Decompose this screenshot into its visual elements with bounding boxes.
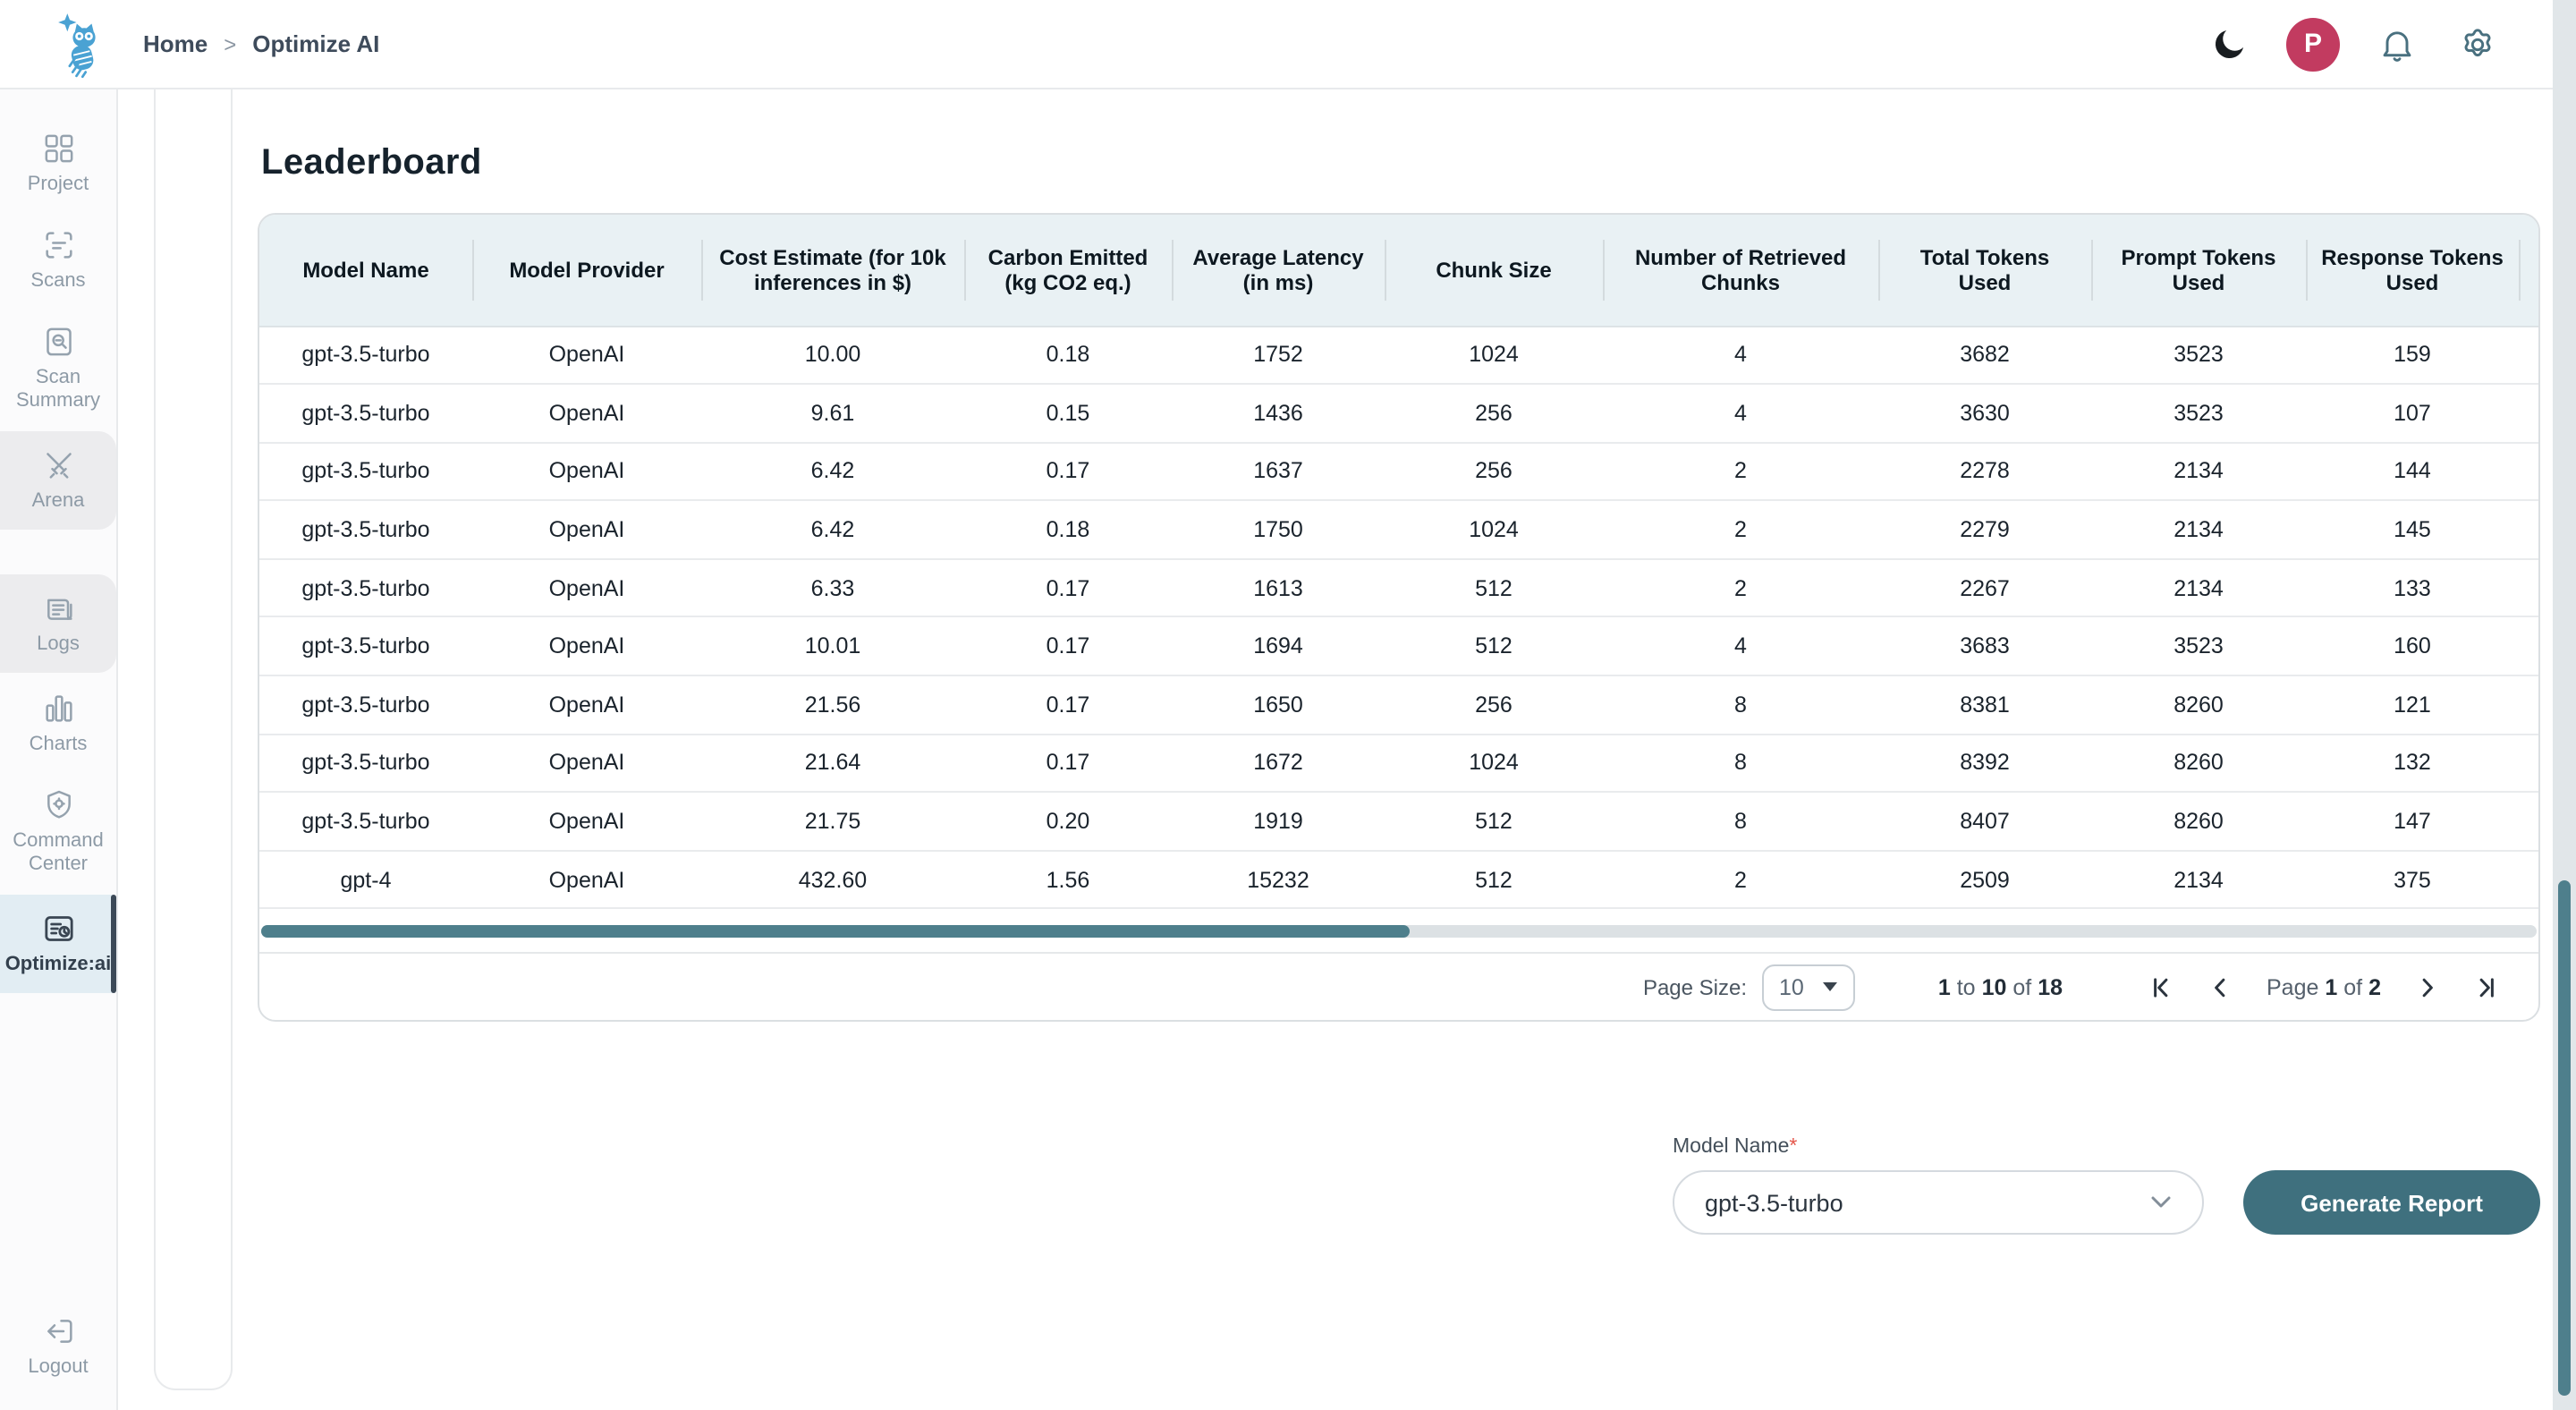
table-cell: 8392: [1878, 734, 2091, 792]
table-cell: 1750: [1172, 501, 1385, 559]
table-cell: 2134: [2091, 442, 2306, 500]
table-row: [259, 559, 2538, 617]
table-cell: 15232: [1172, 851, 1385, 909]
collapsed-subpanel: [154, 89, 233, 1390]
table-cell: 3682: [1878, 326, 2091, 384]
table-cell: 0.15: [964, 384, 1172, 442]
table-cell: 3523: [2091, 617, 2306, 675]
horizontal-scrollbar: [261, 926, 2537, 939]
table-cell: 2279: [1878, 501, 2091, 559]
table-cell: OpenAI: [472, 617, 701, 675]
page-word: Page: [2267, 974, 2319, 1000]
table-cell: 132: [2306, 734, 2519, 792]
chevron-right-icon: [2415, 975, 2440, 1000]
table-cell: 3683: [1878, 617, 2091, 675]
table-cell: 8407: [1878, 793, 2091, 851]
model-name-label: [1673, 1137, 2204, 1159]
leaderboard-table: [259, 215, 2538, 910]
table-cell: 3523: [2091, 326, 2306, 384]
table-cell: gpt-3.5-turbo: [259, 442, 472, 500]
pagination-nav: [2138, 966, 2510, 1009]
table-cell: 1672: [1172, 734, 1385, 792]
sidebar-item-scan-summary[interactable]: [0, 311, 116, 426]
table-cell: 2509: [1878, 851, 2091, 909]
next-page-button[interactable]: [2406, 966, 2449, 1009]
table-cell: 512: [1385, 617, 1603, 675]
table-cell: 8260: [2091, 734, 2306, 792]
row-range-text: [1938, 975, 2063, 1000]
table-cell: OpenAI: [472, 442, 701, 500]
avatar[interactable]: P: [2286, 17, 2340, 71]
report-form: [258, 1137, 2540, 1236]
table-cell: 1.56: [964, 851, 1172, 909]
table-cell: 0.17: [964, 617, 1172, 675]
table-cell: gpt-3.5-turbo: [259, 326, 472, 384]
page-total: 2: [2368, 974, 2381, 1000]
previous-page-button[interactable]: [2199, 966, 2241, 1009]
table-cell: 2: [1603, 851, 1878, 909]
model-name-field: [1673, 1137, 2204, 1236]
table-cell: 2: [1603, 442, 1878, 500]
table-cell: 512: [1385, 793, 1603, 851]
table-cell: 133: [2306, 559, 2519, 617]
column-header: Model Name: [259, 215, 472, 326]
report-icon: [40, 911, 76, 947]
table-cell: 8381: [1878, 675, 2091, 734]
sidebar: [0, 89, 118, 1410]
table-cell: 256: [1385, 384, 1603, 442]
table-row: [259, 734, 2538, 792]
table-cell: gpt-3.5-turbo: [259, 384, 472, 442]
table-cell: 2134: [2091, 559, 2306, 617]
table-cell: 144: [2306, 442, 2519, 500]
table-cell: 2134: [2091, 501, 2306, 559]
table-cell: gpt-3.5-turbo: [259, 675, 472, 734]
sidebar-item-charts[interactable]: [0, 678, 116, 769]
table-cell-sliver: [2519, 501, 2538, 559]
table-cell: 2267: [1878, 559, 2091, 617]
table-cell: 6.33: [701, 559, 964, 617]
table-cell-sliver: [2519, 326, 2538, 384]
dark-mode-toggle[interactable]: [2206, 21, 2252, 67]
sidebar-item-scans[interactable]: [0, 215, 116, 306]
sidebar-item-project[interactable]: [0, 118, 116, 209]
table-cell-sliver: [2519, 617, 2538, 675]
table-cell: 1613: [1172, 559, 1385, 617]
sidebar-item-label: Scans: [30, 270, 86, 292]
moon-icon: [2210, 25, 2248, 63]
table-row: [259, 851, 2538, 909]
table-cell: 0.17: [964, 559, 1172, 617]
required-asterisk: *: [1789, 1136, 1798, 1159]
table-cell: 0.20: [964, 793, 1172, 851]
range-to-word: to: [1956, 974, 1976, 1000]
sidebar-item-label: Logout: [28, 1356, 89, 1378]
page-title: Leaderboard: [261, 143, 482, 183]
table-cell-sliver: [2519, 734, 2538, 792]
table-cell: 1436: [1172, 384, 1385, 442]
column-header: Carbon Emitted (kg CO2 eq.): [964, 215, 1172, 326]
column-header: Response Tokens Used: [2306, 215, 2519, 326]
generate-report-button[interactable]: Generate Report: [2243, 1171, 2540, 1236]
table-cell: 0.18: [964, 326, 1172, 384]
column-header: Prompt Tokens Used: [2091, 215, 2306, 326]
table-cell-sliver: [2519, 559, 2538, 617]
table-cell: gpt-3.5-turbo: [259, 793, 472, 851]
table-cell: 10.01: [701, 617, 964, 675]
swords-icon: [40, 447, 76, 483]
bar-chart-icon: [40, 691, 76, 726]
table-cell-sliver: [2519, 851, 2538, 909]
table-row: [259, 675, 2538, 734]
sidebar-spacer: [0, 998, 116, 1301]
table-cell: 2134: [2091, 851, 2306, 909]
table-row: [259, 326, 2538, 384]
sidebar-item-label: Logs: [37, 633, 80, 655]
model-name-select-value: gpt-3.5-turbo: [1705, 1189, 1843, 1217]
table-cell: 1024: [1385, 501, 1603, 559]
table-cell: 2278: [1878, 442, 2091, 500]
breadcrumb-separator: >: [224, 31, 237, 56]
table-cell: 160: [2306, 617, 2519, 675]
sidebar-item-arena[interactable]: [0, 431, 116, 530]
table-cell: 21.56: [701, 675, 964, 734]
table-cell: 0.17: [964, 734, 1172, 792]
table-cell: 10.00: [701, 326, 964, 384]
table-cell: 3523: [2091, 384, 2306, 442]
sidebar-item-label: Scan Summary: [15, 367, 101, 412]
table-cell: 21.75: [701, 793, 964, 851]
sidebar-gutter: [118, 89, 154, 1410]
caret-down-icon: [1824, 983, 1838, 992]
column-header-sliver: [2519, 215, 2538, 326]
page-of-text: [2267, 975, 2381, 1000]
chevron-left-icon: [2207, 975, 2233, 1000]
table-cell: 4: [1603, 617, 1878, 675]
table-cell: 8: [1603, 734, 1878, 792]
table-cell: 8260: [2091, 793, 2306, 851]
table-cell: OpenAI: [472, 793, 701, 851]
table-cell: 0.17: [964, 442, 1172, 500]
column-header: Cost Estimate (for 10k inferences in $): [701, 215, 964, 326]
page-current: 1: [2325, 974, 2338, 1000]
table-cell: 159: [2306, 326, 2519, 384]
breadcrumb: [143, 30, 379, 57]
bell-icon: [2377, 24, 2417, 64]
table-cell: OpenAI: [472, 734, 701, 792]
column-header: Total Tokens Used: [1878, 215, 2091, 326]
column-header: Number of Retrieved Chunks: [1603, 215, 1878, 326]
table-cell-sliver: [2519, 442, 2538, 500]
main-content: [233, 89, 2576, 1410]
sidebar-item-command-center[interactable]: [0, 775, 116, 889]
table-cell: 512: [1385, 851, 1603, 909]
table-cell: gpt-4: [259, 851, 472, 909]
grid-icon: [40, 131, 76, 166]
range-of-word: of: [2012, 974, 2032, 1000]
notifications-button[interactable]: [2374, 21, 2420, 67]
table-cell: 1694: [1172, 617, 1385, 675]
table-cell: 432.60: [701, 851, 964, 909]
table-cell: 0.18: [964, 501, 1172, 559]
table-row: [259, 501, 2538, 559]
column-header: Model Provider: [472, 215, 701, 326]
table-cell: 0.17: [964, 675, 1172, 734]
table-cell: OpenAI: [472, 501, 701, 559]
table-cell: OpenAI: [472, 384, 701, 442]
sidebar-item-logout[interactable]: [0, 1301, 116, 1392]
table-cell: 256: [1385, 442, 1603, 500]
table-cell: 512: [1385, 559, 1603, 617]
table-cell: OpenAI: [472, 675, 701, 734]
table-cell: 1637: [1172, 442, 1385, 500]
range-total: 18: [2038, 974, 2063, 1000]
table-cell-sliver: [2519, 675, 2538, 734]
scan-icon: [40, 227, 76, 263]
range-to: 10: [1981, 974, 2007, 1000]
table-row: [259, 384, 2538, 442]
sidebar-item-label: Optimize:ai: [4, 954, 112, 975]
table-cell: gpt-3.5-turbo: [259, 501, 472, 559]
table-cell: OpenAI: [472, 559, 701, 617]
model-name-select[interactable]: [1673, 1171, 2204, 1236]
table-cell: gpt-3.5-turbo: [259, 617, 472, 675]
table-cell: 8: [1603, 675, 1878, 734]
page-size-value: 10: [1779, 974, 1804, 1000]
table-cell: 147: [2306, 793, 2519, 851]
vertical-scrollbar-thumb[interactable]: [2558, 880, 2571, 1396]
vertical-scrollbar: [2553, 0, 2576, 1410]
table-cell: 21.64: [701, 734, 964, 792]
sidebar-item-optimize-ai[interactable]: [0, 895, 116, 993]
sidebar-item-label: Charts: [29, 734, 88, 755]
table-cell: 1752: [1172, 326, 1385, 384]
logout-icon: [40, 1313, 76, 1349]
page-size-label: Page Size:: [1642, 974, 1748, 1000]
chevron-down-icon: [2150, 1196, 2172, 1210]
owl-logo-icon: [54, 8, 114, 80]
page-of-word: of: [2343, 974, 2363, 1000]
sidebar-item-logs[interactable]: [0, 574, 116, 673]
scan-summary-icon: [40, 324, 76, 360]
table-cell: OpenAI: [472, 326, 701, 384]
table-cell: 2: [1603, 501, 1878, 559]
table-cell: 4: [1603, 326, 1878, 384]
table-cell: 6.42: [701, 442, 964, 500]
table-cell: gpt-3.5-turbo: [259, 734, 472, 792]
horizontal-scrollbar-thumb[interactable]: [261, 926, 1411, 939]
settings-button[interactable]: [2454, 21, 2501, 67]
table-cell: 256: [1385, 675, 1603, 734]
leaderboard-card: [258, 213, 2540, 1023]
logs-icon: [40, 590, 76, 626]
model-name-label-text: Model Name: [1673, 1136, 1790, 1159]
sidebar-item-label: Project: [27, 174, 89, 195]
table-cell: 1650: [1172, 675, 1385, 734]
table-cell: 8260: [2091, 675, 2306, 734]
app-body: [0, 89, 2576, 1410]
table-cell-sliver: [2519, 793, 2538, 851]
shield-gear-icon: [40, 787, 76, 823]
table-cell: 121: [2306, 675, 2519, 734]
column-header: Chunk Size: [1385, 215, 1603, 326]
table-cell: 2: [1603, 559, 1878, 617]
table-header-row: [259, 215, 2538, 326]
page-size-select[interactable]: [1761, 964, 1856, 1011]
table-cell: 3630: [1878, 384, 2091, 442]
table-cell: 4: [1603, 384, 1878, 442]
table-cell: gpt-3.5-turbo: [259, 559, 472, 617]
table-row: [259, 442, 2538, 500]
sidebar-item-label: Arena: [31, 490, 85, 512]
table-row: [259, 793, 2538, 851]
table-cell: 1919: [1172, 793, 1385, 851]
first-page-icon: [2147, 975, 2172, 1000]
pagination-bar: [259, 953, 2538, 1021]
table-cell: 107: [2306, 384, 2519, 442]
table-cell: 6.42: [701, 501, 964, 559]
topbar-actions: [2206, 17, 2522, 71]
top-bar: [0, 0, 2576, 89]
table-cell: 9.61: [701, 384, 964, 442]
table-cell: 375: [2306, 851, 2519, 909]
sidebar-item-label: Command Center: [13, 830, 104, 875]
gear-icon: [2458, 24, 2497, 64]
table-cell: 8: [1603, 793, 1878, 851]
breadcrumb-current: Optimize AI: [252, 30, 380, 57]
table-cell: 1024: [1385, 734, 1603, 792]
table-row: [259, 617, 2538, 675]
table-cell: 1024: [1385, 326, 1603, 384]
table-cell: 145: [2306, 501, 2519, 559]
breadcrumb-home-link[interactable]: Home: [143, 30, 208, 57]
last-page-icon: [2476, 975, 2501, 1000]
first-page-button[interactable]: [2138, 966, 2181, 1009]
range-from: 1: [1937, 974, 1951, 1000]
column-header: Average Latency (in ms): [1172, 215, 1385, 326]
table-cell: OpenAI: [472, 851, 701, 909]
table-cell-sliver: [2519, 384, 2538, 442]
last-page-button[interactable]: [2467, 966, 2510, 1009]
